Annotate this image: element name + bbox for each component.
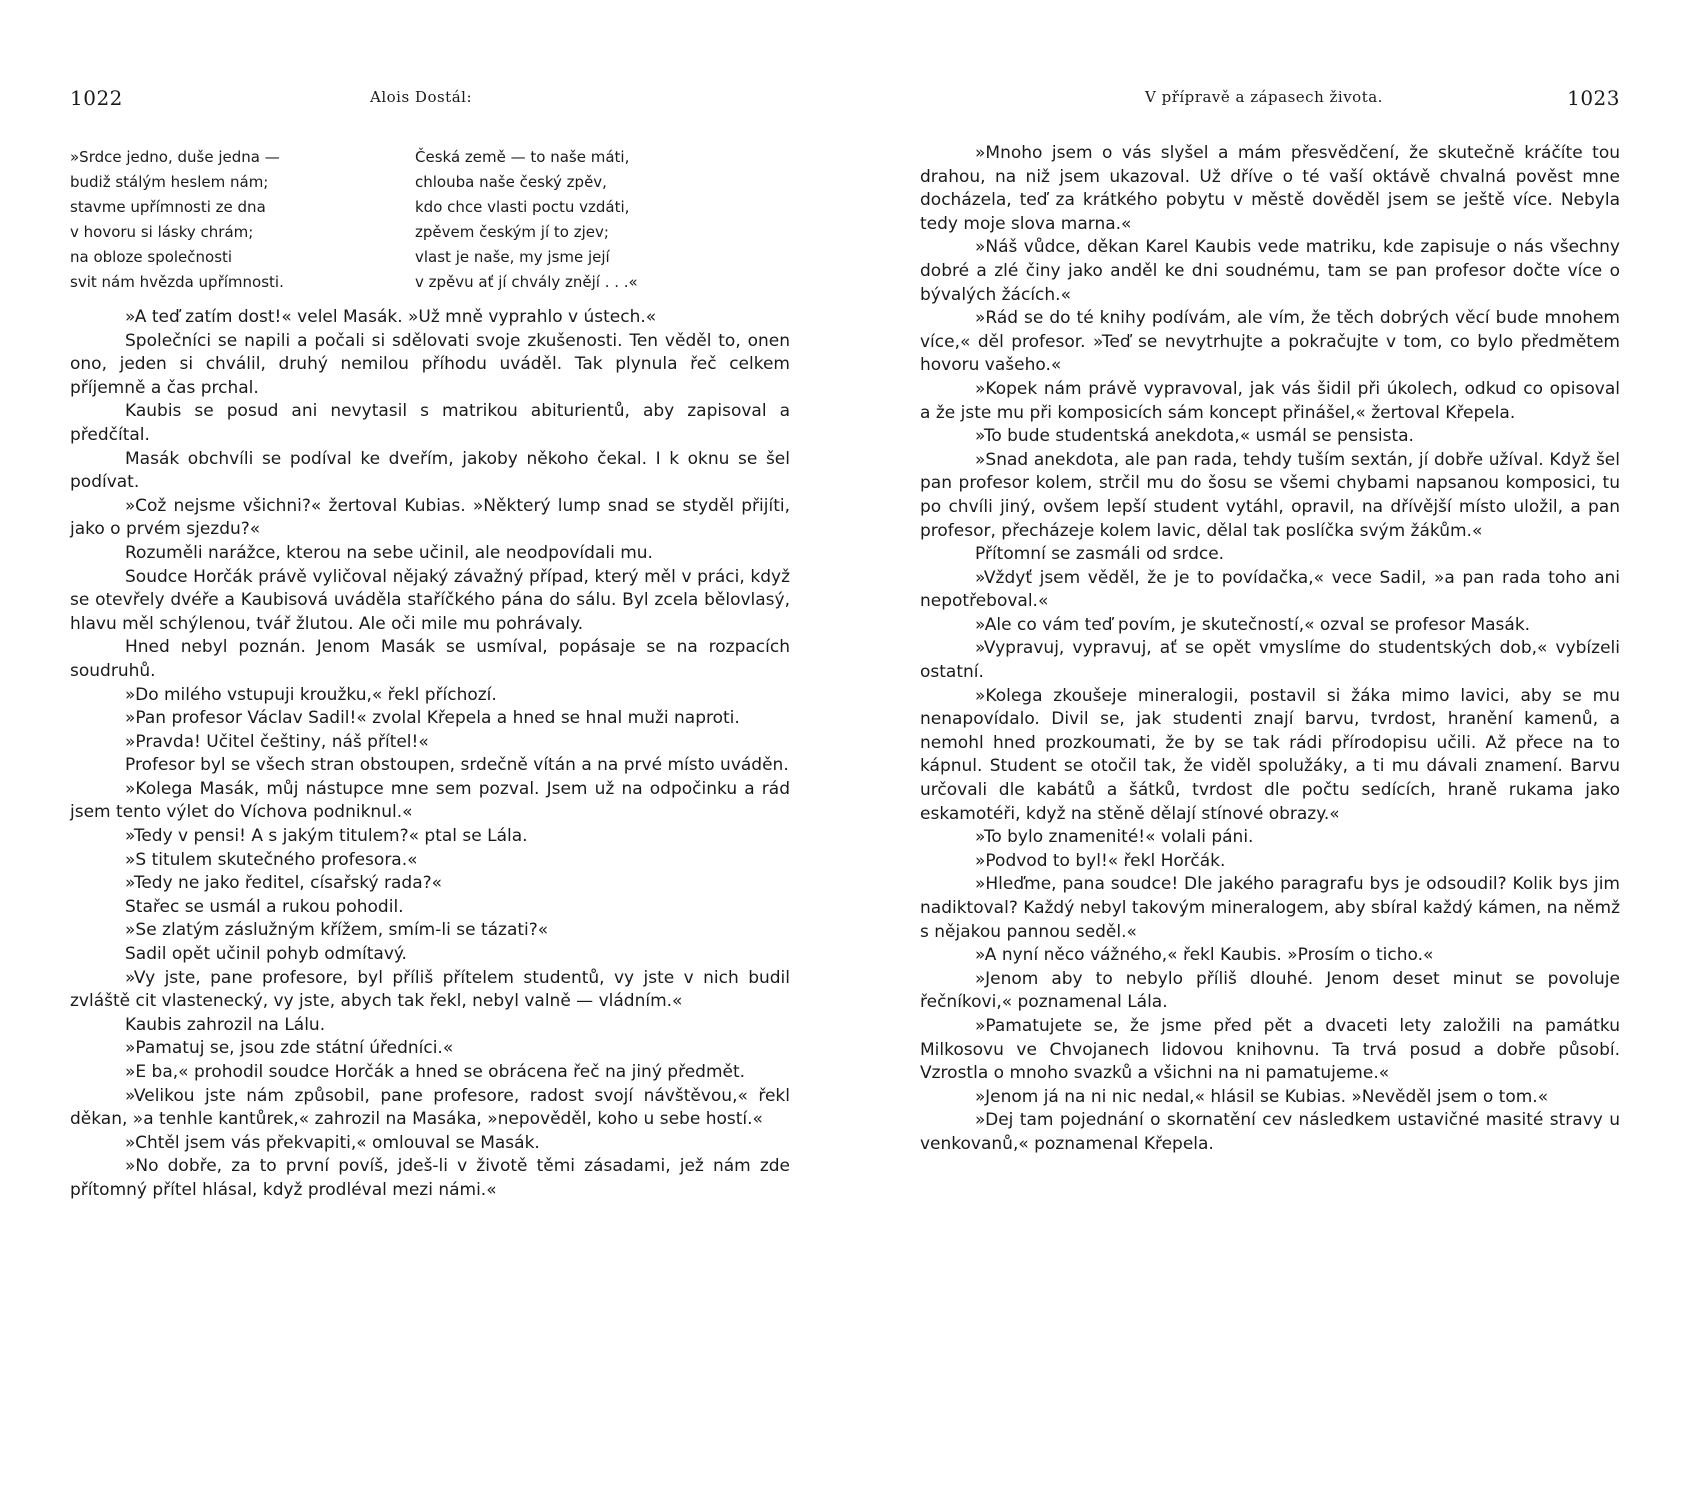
paragraph: »To bude studentská anekdota,« usmál se pensista. (975, 426, 1414, 447)
paragraph: »Mnoho jsem o vás slyšel a mám přesvědčení, že skutečně kráčíte tou drahou, na niž jsem ukazoval. Už dříve o té vaší oktávě chvalná pověst mne docházela, teď za krátkého pobytu v městě dověděl jsem se ještě více. Nebyla tedy moje slova marna.« (920, 143, 1620, 234)
stanza (70, 145, 415, 295)
paragraph: »Jenom já na ni nic nedal,« hlásil se Kubias. »Nevěděl jsem o tom.« (975, 1086, 1549, 1107)
paragraph: »Což nejsme všichni?« žertoval Kubias. »Některý lump snad se styděl přijíti, jako o prvém sjezdu?« (70, 495, 790, 540)
paragraph: »A nyní něco vážného,« řekl Kaubis. »Prosím o ticho.« (975, 945, 1434, 966)
paragraph: »Pravda! Učitel češtiny, náš přítel!« (125, 731, 429, 752)
paragraph: Sadil opět učinil pohyb odmítavý. (125, 944, 407, 965)
paragraph: »Snad anekdota, ale pan rada, tehdy tuším sextán, jí dobře užíval. Když šel pan profesor kolem, strčil mu do šosu se všemi chybami napsanou komposici, tu po chvíli jiný, ovšem lepší student vytáhl, opravil, na dřívější místo uložil, a pan profesor, přecházeje kolem lavic, dělal tak poslíčka svým žákům.« (920, 449, 1620, 541)
paragraph: Stařec se usmál a rukou pohodil. (125, 896, 404, 917)
paragraph: »Pamatujete se, že jsme před pět a dvaceti lety založili na památku Milkosovu ve Chvojanech lidovou knihovnu. Ta trvá posud a dobře působí. Vzrostla o mnoho svazků a všichni na ni pamatujeme.« (920, 1015, 1620, 1084)
paragraph: Profesor byl se všech stran obstoupen, srdečně vítán a na prvé místo uváděn. (125, 755, 789, 776)
paragraph: »Se zlatým záslužným křížem, smím-li se tázati?« (125, 920, 549, 941)
paragraph: »Kolega zkoušeje mineralogii, postavil si žáka mimo lavici, aby se mu nenapovídalo. Divil se, jak studenti znají barvu, tvrdost, hranění kamenů, a nemohl hned prozkoumati, že by se tak rádi přírodopisu učili. Až přece na to kápnul. Student se otočil tak, že viděl spolužáky, a ti mu dávali znamení. Barvu určovali dle kabátů a šátků, tvrdost dle počtu sedících, hraně rukama jako eskamotéři, když na stěně dělají stínové obrazy.« (920, 685, 1620, 824)
paragraph: Přítomní se zasmáli od srdce. (975, 544, 1225, 565)
right-page (920, 0, 1620, 1500)
paragraph: »Vy jste, pane profesore, byl příliš přítelem studentů, vy jste v nich budil zvláště cit vlastenecký, vy jste, abych tak řekl, nebyl valně — vládním.« (70, 967, 790, 1012)
paragraph: »No dobře, za to první povíš, jdeš-li v životě těmi zásadami, jež nám zde přítomný přítel hlásal, když prodléval mezi námi.« (70, 1156, 790, 1200)
stanza (415, 145, 760, 295)
paragraph: »Dej tam pojednání o skornatění cev následkem ustavičné masité stravy u venkovanů,« poznamenal Křepela. (920, 1110, 1620, 1154)
paragraph: »To bylo znamenité!« volali páni. (975, 827, 1254, 848)
running-title: V přípravě a zápasech života. (1145, 88, 1383, 106)
paragraph: »Do milého vstupuji kroužku,« řekl příchozí. (125, 684, 497, 705)
verse-line: »Srdce jedno, duše jedna — (70, 148, 280, 166)
verse-line: v zpěvu ať jí chvály znějí . . .« (415, 273, 638, 291)
paragraph: »Náš vůdce, děkan Karel Kaubis vede matriku, kde zapisuje o nás všechny dobré a zlé činy jako anděl ke dni soudnému, tam se pan profesor dočte více o bývalých žácích.« (920, 237, 1620, 305)
body-text (920, 142, 1620, 1157)
page-number: 1023 (1567, 86, 1620, 110)
paragraph: »Jenom aby to nebylo příliš dlouhé. Jenom deset minut se povoluje řečníkovi,« poznamenal Lála. (920, 968, 1620, 1013)
verse-line: chlouba naše český zpěv, (415, 173, 607, 191)
paragraph: Kaubis zahrozil na Lálu. (125, 1014, 326, 1035)
running-head (70, 86, 790, 116)
paragraph: »Podvod to byl!« řekl Horčák. (975, 850, 1226, 871)
paragraph: »Kopek nám právě vypravoval, jak vás šidil při úkolech, odkud co opisoval a že jste mu při komposicích sám koncept přinášel,« žertoval Křepela. (920, 378, 1620, 423)
paragraph: »A teď zatím dost!« velel Masák. »Už mně vyprahlo v ústech.« (125, 307, 657, 327)
paragraph: »E ba,« prohodil soudce Horčák a hned se obrácena řeč na jiný předmět. (125, 1062, 746, 1082)
paragraph: »Tedy ne jako ředitel, císařský rada?« (125, 873, 443, 894)
poem (70, 145, 790, 295)
paragraph: »Rád se do té knihy podívám, ale vím, že těch dobrých věcí bude mnohem více,« děl profesor. »Teď se nevytrhujte a pokračujte v tom, co bylo předmětem hovoru vašeho.« (920, 308, 1620, 376)
paragraph: Kaubis se posud ani nevytasil s matrikou abiturientů, aby zapisoval a předčítal. (70, 401, 790, 445)
body-text (70, 306, 790, 1203)
paragraph: »Vždyť jsem věděl, že je to povídačka,« vece Sadil, »a pan rada toho ani nepotřeboval.« (920, 567, 1620, 612)
paragraph: Rozuměli narážce, kterou na sebe učinil, ale neodpovídali mu. (125, 542, 653, 563)
verse-line: Česká země — to naše máti, (415, 148, 630, 166)
paragraph: »Pan profesor Václav Sadil!« zvolal Křepela a hned se hnal muži naproti. (125, 708, 740, 729)
paragraph: »Ale co vám teď povím, je skutečností,« ozval se profesor Masák. (975, 614, 1531, 635)
verse-line: v hovoru si lásky chrám; (70, 223, 254, 241)
paragraph: »Hleďme, pana soudce! Dle jakého paragrafu bys je odsoudil? Kolik bys jim nadiktoval? Každý nebyl takovým mineralogem, aby sbíral každý kámen, na němž s nějakou pannou seděl.« (920, 874, 1620, 942)
paragraph: »Tedy v pensi! A s jakým titulem?« ptal se Lála. (125, 826, 528, 847)
paragraph: »Pamatuj se, jsou zde státní úředníci.« (125, 1038, 454, 1059)
running-title: Alois Dostál: (370, 88, 473, 106)
paragraph: Společníci se napili a počali si sdělovati svoje zkušenosti. Ten věděl to, onen ono, jeden si chválil, druhý nemilou příhodu uváděl. Tak plynula řeč celkem příjemně a čas prchal. (70, 330, 790, 398)
paragraph: Masák obchvíli se podíval ke dveřím, jakoby někoho čekal. I k oknu se šel podívat. (70, 448, 790, 493)
paragraph: »S titulem skutečného profesora.« (125, 849, 418, 870)
verse-line: budiž stálým heslem nám; (70, 173, 269, 191)
paragraph: Hned nebyl poznán. Jenom Masák se usmíval, popásaje se na rozpacích soudruhů. (70, 637, 790, 681)
paragraph: »Velikou jste nám způsobil, pane profesore, radost svojí návštěvou,« řekl děkan, »a tenhle kantůrek,« zahrozil na Masáka, »nepověděl, koho u sebe hostí.« (70, 1085, 790, 1130)
running-head (920, 86, 1620, 116)
verse-line: na obloze společnosti (70, 248, 233, 266)
verse-line: vlast je naše, my jsme její (415, 248, 610, 266)
page-number: 1022 (70, 86, 123, 110)
paragraph: Soudce Horčák právě vyličoval nějaký závažný případ, který měl v práci, když se otevřely dvéře a Kaubisová uváděla staříčkého pána do sálu. Byl zcela bělovlasý, hlavu měl schýlenou, tvář žlutou. Ale oči mile mu pohrávaly. (70, 566, 790, 634)
paragraph: »Vypravuj, vypravuj, ať se opět vmyslíme do studentských dob,« vybízeli ostatní. (920, 638, 1620, 683)
paragraph: »Kolega Masák, můj nástupce mne sem pozval. Jsem už na odpočinku a rád jsem tento výlet do Víchova podniknul.« (70, 778, 790, 823)
verse-line: stavme upřímnosti ze dna (70, 198, 266, 216)
verse-line: svit nám hvězda upřímnosti. (70, 273, 284, 291)
verse-line: zpěvem českým jí to zjev; (415, 223, 609, 241)
paragraph: »Chtěl jsem vás překvapiti,« omlouval se Masák. (125, 1132, 540, 1153)
left-page (70, 0, 790, 1500)
verse-line: kdo chce vlasti poctu vzdáti, (415, 198, 630, 216)
